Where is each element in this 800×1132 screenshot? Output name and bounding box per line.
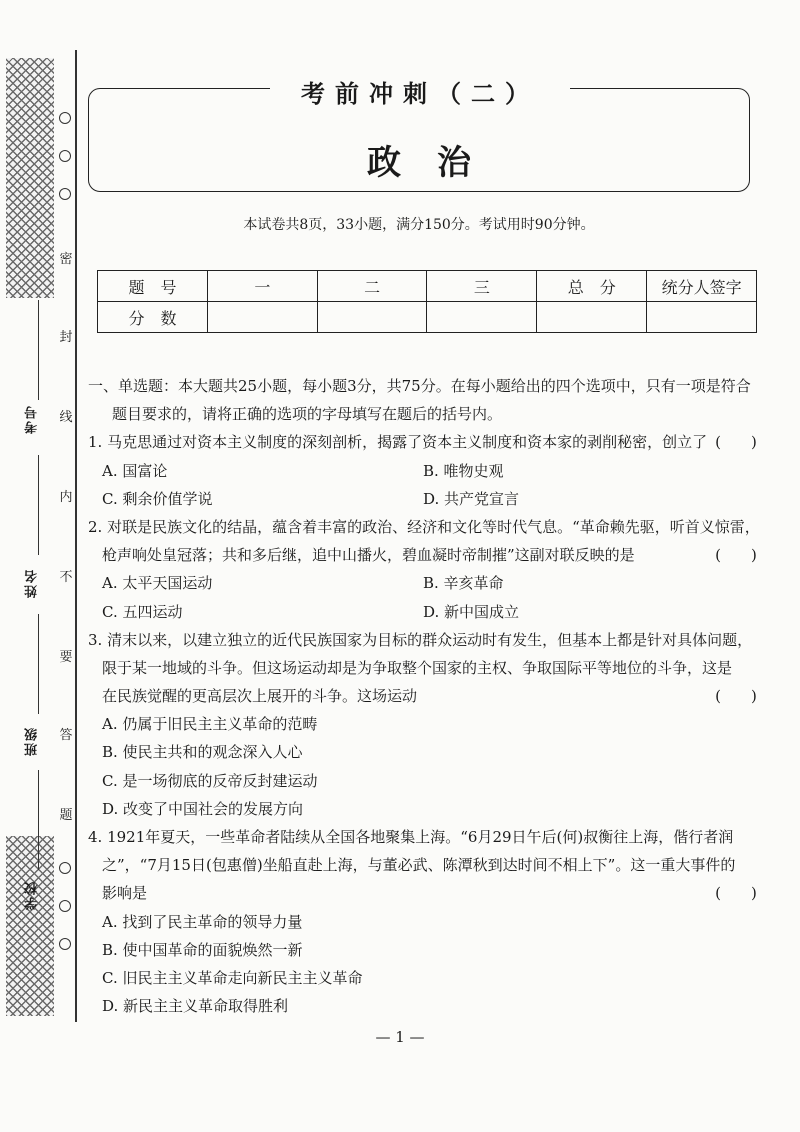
name-label: 姓名 bbox=[25, 568, 40, 598]
seal-char: 封 bbox=[59, 326, 73, 345]
subject-title: 政治 bbox=[367, 143, 507, 183]
option-a: A. 国富论 bbox=[102, 461, 168, 480]
question-text: 枪声响处皇冠落；共和多后继，追中山播火，碧血凝时帝制摧”这副对联反映的是 bbox=[102, 546, 635, 565]
school-label: 学校 bbox=[25, 880, 40, 910]
exam-number-label: 考号 bbox=[25, 404, 40, 434]
answer-blank[interactable]: ( ) bbox=[715, 687, 757, 706]
score-header-cell: 一 bbox=[207, 271, 317, 302]
binding-pattern-top bbox=[6, 58, 54, 298]
option-a: A. 找到了民主革命的领导力量 bbox=[102, 912, 303, 931]
score-cell[interactable] bbox=[537, 302, 647, 333]
question-stem bbox=[88, 879, 778, 907]
score-header-cell: 统分人签字 bbox=[647, 271, 757, 302]
score-header-cell: 题 号 bbox=[98, 271, 208, 302]
section-instruction: 一、单选题：本大题共25小题，每小题3分，共75分。在每小题给出的四个选项中，只有一项是符合 bbox=[88, 377, 751, 395]
option-row bbox=[88, 485, 778, 513]
question-stem bbox=[88, 682, 778, 710]
score-header-cell: 二 bbox=[317, 271, 427, 302]
question-text: 4. 1921年夏天，一些革命者陆续从全国各地聚集上海。“6月29日午后(何)叔衡往上海，偕行者润 bbox=[88, 828, 734, 846]
seal-char: 内 bbox=[59, 486, 73, 505]
option-a: A. 仍属于旧民主主义革命的范畴 bbox=[102, 715, 318, 734]
answer-blank[interactable]: ( ) bbox=[715, 433, 757, 452]
score-cell[interactable] bbox=[427, 302, 537, 333]
option-b: B. 使民主共和的观念深入人心 bbox=[102, 743, 303, 762]
score-header-cell: 总 分 bbox=[537, 271, 647, 302]
school-field[interactable] bbox=[38, 770, 39, 870]
score-cell[interactable] bbox=[317, 302, 427, 333]
exam-content bbox=[88, 372, 778, 1020]
question-text: 限于某一地域的斗争。但这场运动却是为争取整个国家的主权、争取国际平等地位的斗争，这是 bbox=[102, 658, 733, 677]
score-header-cell: 三 bbox=[427, 271, 537, 302]
option-b: B. 唯物史观 bbox=[423, 461, 504, 480]
option-d: D. 新中国成立 bbox=[423, 602, 520, 621]
option-d: D. 改变了中国社会的发展方向 bbox=[102, 799, 304, 818]
seal-char: 密 bbox=[59, 248, 73, 267]
option-a: A. 太平天国运动 bbox=[102, 574, 213, 593]
exam-note: 本试卷共8页，33小题，满分150分。考试用时90分钟。 bbox=[243, 217, 595, 233]
binding-pattern-bottom bbox=[6, 836, 54, 1016]
option-row bbox=[88, 598, 778, 626]
question-text: 3. 清末以来，以建立独立的近代民族国家为目标的群众运动时有发生，但基本上都是针对具体问题， bbox=[88, 630, 753, 649]
binding-line bbox=[75, 50, 77, 1022]
score-cell[interactable] bbox=[207, 302, 317, 333]
seal-char: 要 bbox=[59, 646, 73, 665]
binding-hole bbox=[59, 150, 71, 162]
seal-char: 线 bbox=[59, 406, 73, 425]
question-stem bbox=[88, 428, 778, 456]
binding-hole bbox=[59, 112, 71, 124]
page-number: — 1 — bbox=[375, 1028, 425, 1046]
question-text: 2. 对联是民族文化的结晶，蕴含着丰富的政治、经济和文化等时代气息。“革命赖先驱，听首义惊雷， bbox=[88, 517, 760, 536]
option-c: C. 剩余价值学说 bbox=[102, 489, 213, 508]
binding-hole bbox=[59, 900, 71, 912]
answer-blank[interactable]: ( ) bbox=[715, 884, 757, 903]
score-header-row bbox=[98, 271, 757, 302]
binding-hole bbox=[59, 938, 71, 950]
class-field[interactable] bbox=[38, 614, 39, 714]
option-b: B. 辛亥革命 bbox=[423, 574, 504, 593]
binding-hole bbox=[59, 188, 71, 200]
option-d: D. 共产党宣言 bbox=[423, 489, 520, 508]
score-row-label: 分 数 bbox=[98, 302, 208, 333]
question-stem bbox=[88, 541, 778, 569]
question-text: 之”，“7月15日(包惠僧)坐船直赴上海，与董必武、陈潭秋到达时间不相上下”。这一重大事件的 bbox=[102, 856, 736, 875]
seal-char: 题 bbox=[59, 804, 73, 823]
score-table bbox=[97, 270, 757, 333]
option-c: C. 旧民主主义革命走向新民主主义革命 bbox=[102, 968, 363, 987]
section-instruction: 题目要求的，请将正确的选项的字母填写在题后的括号内。 bbox=[112, 405, 503, 424]
answer-blank[interactable]: ( ) bbox=[715, 546, 757, 565]
option-row bbox=[88, 457, 778, 485]
question-text: 1. 马克思通过对资本主义制度的深刻剖析，揭露了资本主义制度和资本家的剥削秘密，创立了 bbox=[88, 433, 708, 452]
option-c: C. 五四运动 bbox=[102, 602, 183, 621]
option-row bbox=[88, 569, 778, 597]
seal-char: 不 bbox=[59, 566, 73, 585]
question-text: 在民族觉醒的更高层次上展开的斗争。这场运动 bbox=[102, 687, 418, 706]
option-d: D. 新民主主义革命取得胜利 bbox=[102, 997, 289, 1016]
seal-char: 答 bbox=[59, 724, 73, 743]
class-label: 班级 bbox=[25, 726, 40, 756]
exam-series: 考前冲刺（二） bbox=[270, 74, 570, 109]
binding-hole bbox=[59, 862, 71, 874]
score-cell[interactable] bbox=[647, 302, 757, 333]
option-b: B. 使中国革命的面貌焕然一新 bbox=[102, 940, 303, 959]
score-value-row bbox=[98, 302, 757, 333]
option-c: C. 是一场彻底的反帝反封建运动 bbox=[102, 771, 318, 790]
question-text: 影响是 bbox=[102, 884, 148, 903]
exam-number-field[interactable] bbox=[38, 300, 39, 400]
name-field[interactable] bbox=[38, 455, 39, 555]
